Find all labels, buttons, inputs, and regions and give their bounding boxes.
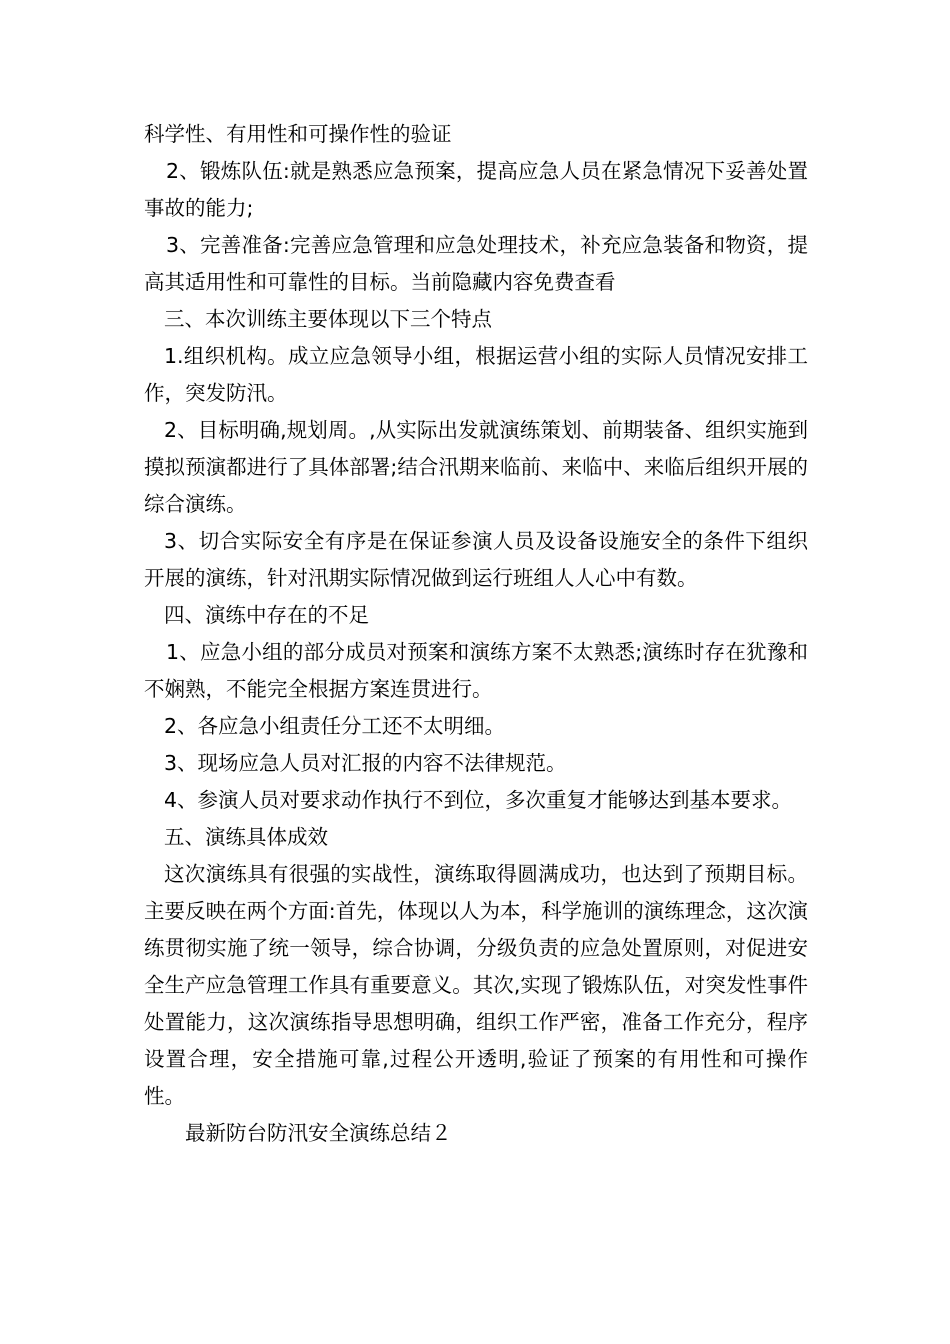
paragraph-issue-2: 2、各应急小组责任分工还不太明细。 <box>164 714 506 738</box>
section-heading-4: 四、演练中存在的不足 <box>164 603 369 627</box>
paragraph-purpose-2: 2、锻炼队伍:就是熟悉应急预案，提高应急人员在紧急情况下妥善处置事故的能力; <box>144 159 808 220</box>
paragraph-feature-1: 1.组织机构。成立应急领导小组，根据运营小组的实际人员情况安排工作，突发防汛。 <box>144 344 808 405</box>
paragraph-feature-2: 2、目标明确,规划周。,从实际出发就演练策划、前期装备、组织实施到摸拟预演都进行了具体部署;结合汛期来临前、来临中、来临后组织开展的综合演练。 <box>144 418 808 516</box>
paragraph-issue-3: 3、现场应急人员对汇报的内容不法律规范。 <box>164 751 567 775</box>
paragraph-issue-4: 4、参演人员对要求动作执行不到位，多次重复才能够达到基本要求。 <box>164 788 793 812</box>
paragraph-feature-3: 3、切合实际安全有序是在保证参演人员及设备设施安全的条件下组织开展的演练，针对汛期实际情况做到运行班组人人心中有数。 <box>144 529 808 590</box>
document-body <box>144 116 808 1152</box>
paragraph-purpose-3: 3、完善准备:完善应急管理和应急处理技术，补充应急装备和物资，提高其适用性和可靠性的目标。当前隐藏内容免费查看 <box>144 233 808 294</box>
paragraph-issue-1: 1、应急小组的部分成员对预案和演练方案不太熟悉;演练时存在犹豫和不娴熟，不能完全根据方案连贯进行。 <box>144 640 808 701</box>
paragraph-continued-verification: 科学性、有用性和可操作性的验证 <box>144 122 452 146</box>
next-document-title: 最新防台防汛安全演练总结２ <box>185 1121 452 1145</box>
paragraph-results: 这次演练具有很强的实战性，演练取得圆满成功，也达到了预期目标。主要反映在两个方面:首先，体现以人为本，科学施训的演练理念，这次演练贯彻实施了统一领导，综合协调，分级负责的应急处置原则，对促进安全生产应急管理工作具有重要意义。其次,实现了锻炼队伍，对突发性事件处置能力，这次演练指导思想明确，组织工作严密，准备工作充分，程序设置合理，安全措施可靠,过程公开透明,验证了预案的有用性和可操作性。 <box>144 862 808 1108</box>
section-heading-5: 五、演练具体成效 <box>164 825 328 849</box>
section-heading-3: 三、本次训练主要体现以下三个特点 <box>164 307 492 331</box>
